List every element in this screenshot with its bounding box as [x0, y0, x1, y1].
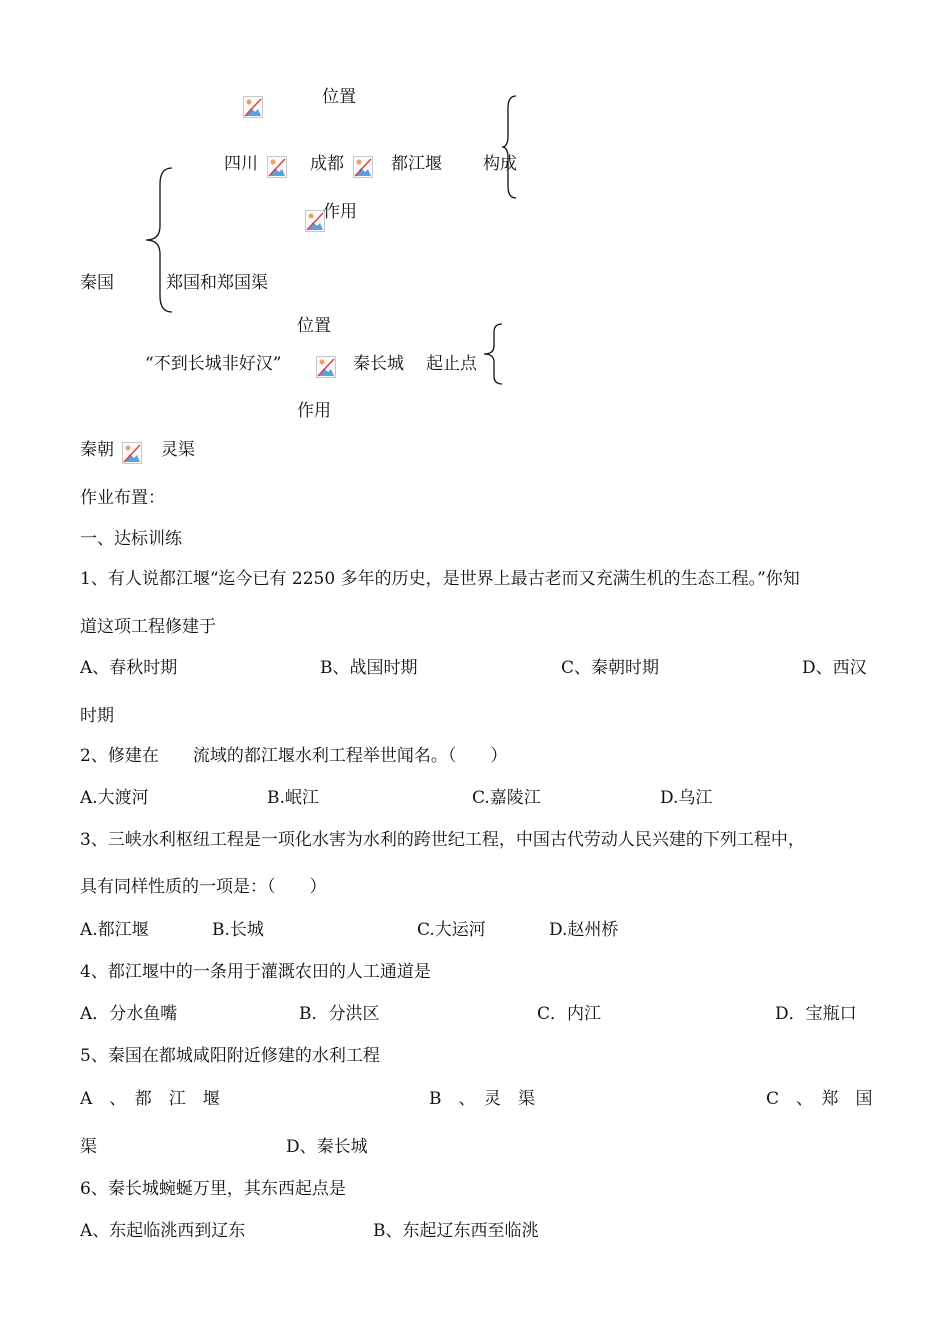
q2-option-a: A.大渡河: [80, 788, 149, 808]
label-zuoyong-1: 作用: [323, 202, 357, 222]
label-zuoyong-2: 作用: [297, 401, 331, 421]
label-weizhi-1: 位置: [322, 87, 356, 107]
q1-option-a: A、春秋时期: [80, 658, 178, 678]
q6-option-b: B、东起辽东西至临洮: [373, 1221, 539, 1241]
q1-option-d: D、西汉: [802, 658, 867, 678]
section-heading: 一、达标训练: [80, 529, 182, 549]
broken-image-icon: [122, 442, 142, 464]
broken-image-icon: [267, 156, 287, 178]
q4-option-b: B．分洪区: [299, 1004, 380, 1024]
broken-image-icon: [243, 96, 263, 118]
label-qin-guo: 秦国: [80, 273, 114, 293]
q1-option-c: C、秦朝时期: [561, 658, 660, 678]
q6-option-a: A、东起临洮西到辽东: [80, 1221, 246, 1241]
label-qizhidian: 起止点: [426, 354, 477, 374]
q5-option-d: D、秦长城: [286, 1137, 368, 1157]
right-brace-1: [500, 94, 520, 200]
question-3-line-1: 3、三峡水利枢纽工程是一项化水害为水利的跨世纪工程，中国古代劳动人民兴建的下列工程中，: [80, 830, 805, 850]
label-zhengguo: 郑国和郑国渠: [166, 273, 268, 293]
question-4: 4、都江堰中的一条用于灌溉农田的人工通道是: [80, 962, 431, 982]
label-goucheng: 构成: [483, 154, 517, 174]
broken-image-icon: [305, 210, 325, 232]
q2-option-c: C.嘉陵江: [472, 788, 541, 808]
question-5: 5、秦国在都城咸阳附近修建的水利工程: [80, 1046, 380, 1066]
question-3-line-2: 具有同样性质的一项是：（ ）: [80, 877, 327, 897]
label-qin-chao: 秦朝: [80, 440, 114, 460]
q3-option-b: B.长城: [212, 920, 264, 940]
label-weizhi-2: 位置: [297, 316, 331, 336]
q3-option-c: C.大运河: [417, 920, 486, 940]
homework-title: 作业布置：: [80, 488, 165, 508]
question-6: 6、秦长城蜿蜒万里，其东西起点是: [80, 1179, 346, 1199]
q2-option-d: D.乌江: [660, 788, 713, 808]
q4-option-a: A．分水鱼嘴: [80, 1004, 178, 1024]
label-dujiangyan: 都江堰: [391, 154, 442, 174]
question-1-line-1: 1、有人说都江堰“迄今已有 2250 多年的历史，是世界上最古老而又充满生机的生态工程。”你知: [80, 569, 800, 589]
q4-option-d: D．宝瓶口: [775, 1004, 857, 1024]
right-brace-2: [482, 322, 504, 386]
broken-image-icon: [316, 356, 336, 378]
q3-option-d: D.赵州桥: [549, 920, 619, 940]
label-lingqu: 灵渠: [161, 440, 195, 460]
label-chengdu: 成都: [310, 154, 344, 174]
q5-option-a: A 、 都 江 堰: [80, 1089, 220, 1109]
label-slogan: “不到长城非好汉”: [145, 354, 282, 374]
label-qin-changcheng: 秦长城: [353, 354, 404, 374]
q5-option-b: B 、 灵 渠: [429, 1089, 535, 1109]
q2-option-b: B.岷江: [267, 788, 319, 808]
label-sichuan: 四川: [224, 154, 258, 174]
q5-option-c-cont: 渠: [80, 1137, 97, 1157]
question-2: 2、修建在 流域的都江堰水利工程举世闻名。（ ）: [80, 746, 508, 766]
q1-option-b: B、战国时期: [320, 658, 418, 678]
q5-option-c: C 、 郑 国: [766, 1089, 873, 1109]
q4-option-c: C．内江: [537, 1004, 602, 1024]
q1-option-d-cont: 时期: [80, 706, 114, 726]
question-1-line-2: 道这项工程修建于: [80, 617, 216, 637]
broken-image-icon: [353, 156, 373, 178]
q3-option-a: A.都江堰: [80, 920, 149, 940]
